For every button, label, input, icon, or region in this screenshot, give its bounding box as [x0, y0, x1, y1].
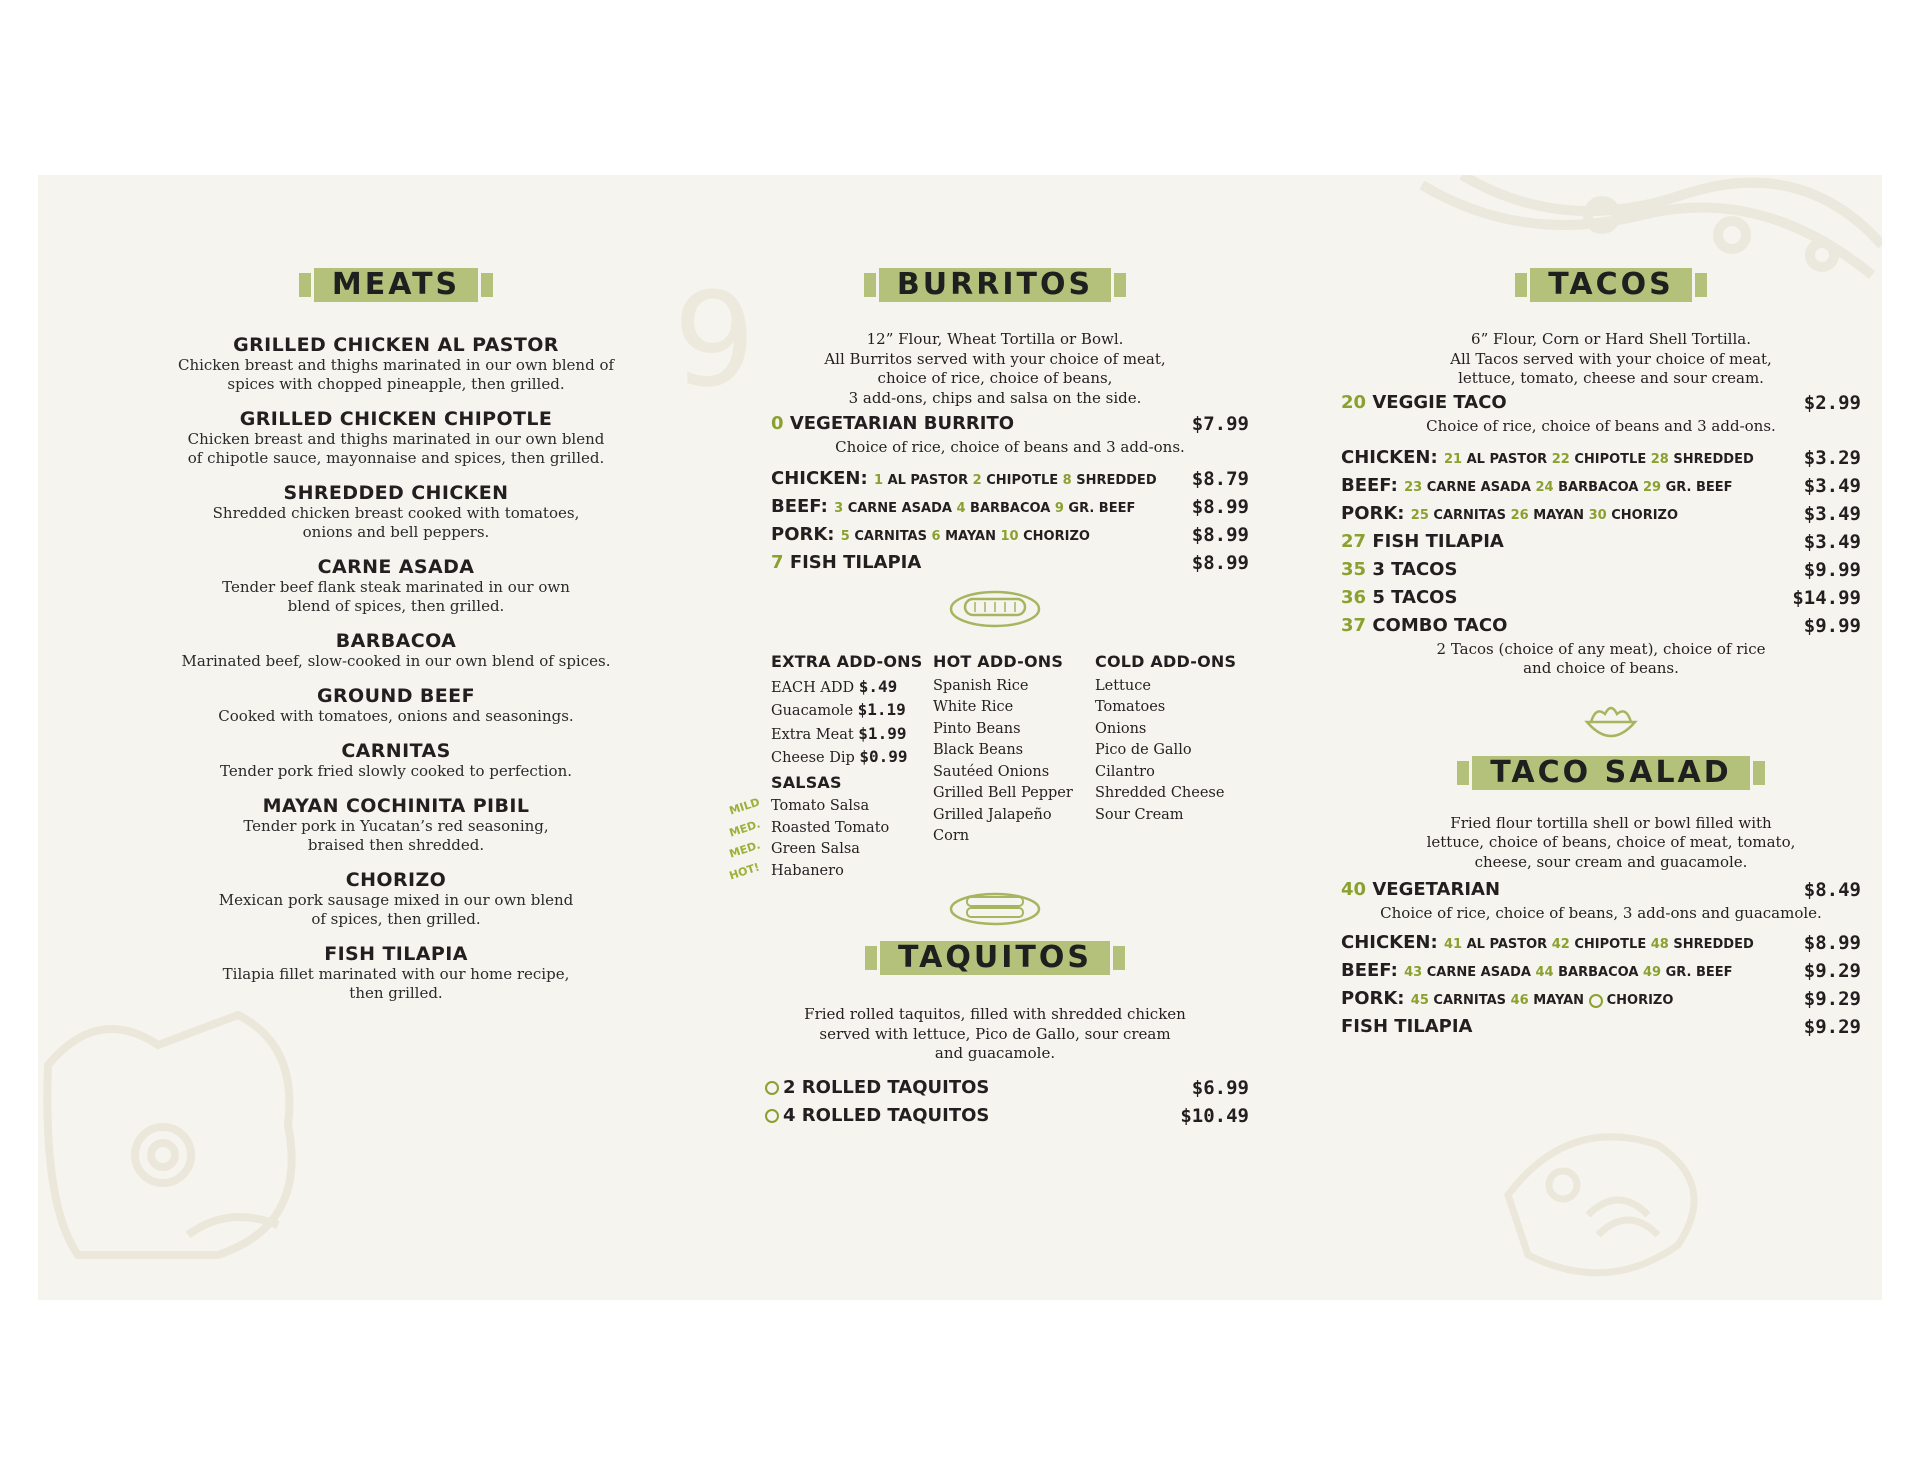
taco-5: 36 5 TACOS $14.99 [1341, 584, 1861, 612]
price: $9.29 [1803, 988, 1861, 1010]
salad-beef: BEEF: 43 CARNE ASADA 44 BARBACOA 49 GR. BEEF $9.29 [1341, 957, 1861, 985]
price: $10.49 [1180, 1104, 1249, 1127]
meat-item-desc: spices with chopped pineapple, then grilled. [227, 375, 565, 393]
meat-item-desc: Shredded chicken breast cooked with tomatoes, [212, 504, 580, 522]
taco-combo-desc-2: and choice of beans. [1523, 658, 1679, 677]
burritos-title: BURRITOS [879, 268, 1111, 302]
burritos-intro-3: choice of rice, choice of beans, [877, 369, 1113, 387]
price: $14.99 [1792, 586, 1861, 609]
addons-section [727, 651, 1265, 882]
meat-item-name: SHREDDED CHICKEN [283, 482, 509, 504]
taco-salad-bowl-icon [1581, 700, 1641, 744]
meat-item-name: GRILLED CHICKEN AL PASTOR [233, 334, 559, 356]
tacos-title: TACOS [1530, 268, 1691, 302]
addon-item: Pico de Gallo [1095, 742, 1192, 758]
burritos-section [725, 268, 1265, 1130]
price: $8.79 [1191, 468, 1249, 490]
burrito-pork: PORK: 5 CARNITAS 6 MAYAN 10 CHORIZO $8.99 [771, 521, 1249, 549]
addon-item: Spanish Rice [933, 677, 1029, 694]
extra-each-add: EACH ADD $.49 [771, 676, 898, 696]
addon-item: Pinto Beans [933, 720, 1021, 737]
bullet-icon [765, 1081, 779, 1095]
taco-veggie-desc: Choice of rice, choice of beans and 3 add-ons. [1426, 416, 1776, 435]
salad-fish: FISH TILAPIA $9.29 [1341, 1013, 1861, 1041]
price: $3.49 [1803, 474, 1861, 497]
meat-item-name: CARNE ASADA [317, 556, 475, 578]
taco-beef: BEEF: 23 CARNE ASADA 24 BARBACOA 29 GR. BEEF $3.49 [1341, 472, 1861, 500]
taquitos-2: 2 ROLLED TAQUITOS $6.99 [765, 1074, 1249, 1102]
tacos-section [1341, 268, 1881, 1041]
taco-chicken: CHICKEN: 21 AL PASTOR 22 CHIPOTLE 28 SHREDDED $3.29 [1341, 444, 1861, 472]
meat-item-desc: Marinated beef, slow-cooked in our own blend of spices. [181, 652, 611, 670]
taco-salad-intro-1: Fried flour tortilla shell or bowl filled with [1450, 813, 1772, 832]
meat-item-desc: of chipotle sauce, mayonnaise and spices, then grilled. [187, 449, 605, 467]
price: $6.99 [1191, 1076, 1249, 1099]
salsa-tomato: MILD Tomato Salsa [727, 795, 870, 818]
taco-combo: 37 COMBO TACO $9.99 [1341, 612, 1861, 640]
price: $8.99 [1191, 524, 1249, 546]
burritos-intro-4: 3 add-ons, chips and salsa on the side. [848, 388, 1142, 407]
tacos-intro-3: lettuce, tomato, cheese and sour cream. [1458, 369, 1764, 387]
price: $8.99 [1803, 932, 1861, 954]
taquitos-intro-2: served with lettuce, Pico de Gallo, sour cream [819, 1024, 1171, 1043]
meat-item-desc: Tender pork in Yucatan’s red seasoning, [243, 817, 549, 835]
meat-item-desc: Chicken breast and thighs marinated in our own blend [187, 430, 605, 448]
taco-veggie: 20 VEGGIE TACO $2.99 [1341, 389, 1861, 417]
addon-item: Sour Cream [1095, 806, 1184, 823]
addon-item: Black Beans [933, 742, 1024, 758]
addon-item: Sautéed Onions [933, 763, 1050, 780]
taco-salad-intro-2: lettuce, choice of beans, choice of meat, tomato, [1426, 833, 1796, 851]
taco-fish: 27 FISH TILAPIA $3.49 [1341, 528, 1861, 556]
menu-panel [38, 175, 1882, 1300]
price: $8.99 [1191, 552, 1249, 574]
fish-glyph-icon [1488, 1105, 1718, 1295]
bullet-icon [1589, 994, 1603, 1008]
taquitos-intro-3: and guacamole. [934, 1044, 1056, 1062]
price: $9.99 [1803, 614, 1861, 637]
addon-item: Cilantro [1095, 763, 1155, 780]
addon-item: Lettuce [1095, 677, 1151, 694]
price: $9.29 [1803, 1016, 1861, 1038]
price: $9.99 [1803, 558, 1861, 581]
addon-item: Shredded Cheese [1095, 785, 1225, 801]
meat-item-name: FISH TILAPIA [324, 943, 468, 965]
extra-cheese-dip: Cheese Dip $0.99 [771, 747, 908, 766]
meat-item-desc: blend of spices, then grilled. [287, 597, 505, 615]
bullet-icon [765, 1109, 779, 1123]
price: $9.29 [1803, 960, 1861, 982]
meat-item-desc: Mexican pork sausage mixed in our own blend [218, 891, 574, 909]
price: $3.49 [1803, 530, 1861, 553]
taquitos-4: 4 ROLLED TAQUITOS $10.49 [765, 1102, 1249, 1130]
tacos-intro-1: 6” Flour, Corn or Hard Shell Tortilla. [1471, 330, 1751, 348]
addon-item: White Rice [933, 699, 1014, 715]
meat-item-desc: Tender beef flank steak marinated in our own [222, 578, 570, 596]
meat-item-desc: Chicken breast and thighs marinated in our own blend of [177, 356, 615, 374]
meat-item-desc: Tilapia fillet marinated with our home recipe, [222, 965, 570, 983]
salad-pork: PORK: 45 CARNITAS 46 MAYAN CHORIZO $9.29 [1341, 985, 1861, 1013]
addon-item: Grilled Jalapeño [933, 806, 1052, 823]
taco-salad-intro-3: cheese, sour cream and guacamole. [1474, 852, 1748, 871]
taco-pork: PORK: 25 CARNITAS 26 MAYAN 30 CHORIZO $3.49 [1341, 500, 1861, 528]
addon-item: Onions [1095, 720, 1147, 737]
salsa-habanero: HOT! Habanero [727, 860, 844, 882]
price: $8.49 [1803, 879, 1861, 901]
salad-vegetarian-desc: Choice of rice, choice of beans, 3 add-ons and guacamole. [1380, 904, 1822, 922]
price: $8.99 [1191, 496, 1249, 518]
taco-combo-desc-1: 2 Tacos (choice of any meat), choice of rice [1436, 639, 1766, 658]
price: $7.99 [1191, 413, 1249, 435]
burrito-vegetarian: 0 VEGETARIAN BURRITO $7.99 [771, 410, 1249, 438]
price: $2.99 [1803, 391, 1861, 414]
taquitos-title: TAQUITOS [880, 941, 1110, 975]
meat-item-name: MAYAN COCHINITA PIBIL [262, 795, 530, 817]
jaguar-glyph-icon [38, 1005, 338, 1285]
salad-chicken: CHICKEN: 41 AL PASTOR 42 CHIPOTLE 48 SHREDDED $8.99 [1341, 929, 1861, 957]
burritos-intro-2: All Burritos served with your choice of meat, [824, 349, 1166, 368]
meat-item-desc: Tender pork fried slowly cooked to perfection. [219, 762, 573, 780]
burrito-plate-icon [947, 585, 1043, 629]
extra-addons: EXTRA ADD-ONS EACH ADD $.49 Guacamole $1.19 Extra Meat $1.99 Cheese Dip $0.99 SALSAS MILD Tomato Salsa MED. Roasted Tomato MED. Green Salsa HOT! Habanero [771, 651, 936, 882]
burrito-vegetarian-desc: Choice of rice, choice of beans and 3 add-ons. [835, 438, 1185, 456]
burrito-beef: BEEF: 3 CARNE ASADA 4 BARBACOA 9 GR. BEEF $8.99 [771, 493, 1249, 521]
extra-guacamole: Guacamole $1.19 [771, 700, 906, 719]
hot-addons: HOT ADD-ONS Spanish Rice White Rice Pinto Beans Black Beans Sautéed Onions Grilled Bell Pepper Grilled Jalapeño Corn [933, 651, 1093, 848]
burritos-intro-1: 12” Flour, Wheat Tortilla or Bowl. [866, 330, 1124, 348]
meat-item-name: CHORIZO [345, 869, 447, 891]
taco-3: 35 3 TACOS $9.99 [1341, 556, 1861, 584]
addon-item: Corn [933, 828, 970, 844]
taquitos-plate-icon [947, 887, 1043, 927]
salsa-roasted-tomato: MED. Roasted Tomato [727, 816, 890, 840]
tacos-intro-2: All Tacos served with your choice of meat, [1450, 349, 1772, 368]
meat-item-name: GRILLED CHICKEN CHIPOTLE [239, 408, 553, 430]
meats-list [136, 334, 656, 1003]
addon-item: Tomatoes [1095, 699, 1166, 715]
price: $3.49 [1803, 502, 1861, 525]
meat-item-name: BARBACOA [335, 630, 457, 652]
extra-meat: Extra Meat $1.99 [771, 723, 907, 743]
meat-item-name: CARNITAS [341, 740, 451, 762]
meat-item-desc: onions and bell peppers. [302, 523, 490, 541]
meats-title: MEATS [314, 268, 478, 302]
salsas-title: SALSAS [771, 772, 842, 792]
salsa-green: MED. Green Salsa [727, 838, 860, 861]
addon-item: Grilled Bell Pepper [933, 785, 1073, 801]
cold-addons: COLD ADD-ONS Lettuce Tomatoes Onions Pico de Gallo Cilantro Shredded Cheese Sour Cream [1095, 651, 1255, 826]
meat-item-desc: then grilled. [349, 984, 443, 1002]
burrito-chicken: CHICKEN: 1 AL PASTOR 2 CHIPOTLE 8 SHREDDED $8.79 [771, 465, 1249, 493]
salad-vegetarian: 40 VEGETARIAN $8.49 [1341, 876, 1861, 904]
meat-item-desc: braised then shredded. [307, 836, 485, 854]
meats-section [136, 268, 656, 1003]
taquitos-intro-1: Fried rolled taquitos, filled with shredded chicken [804, 1005, 1186, 1023]
taco-salad-title: TACO SALAD [1472, 756, 1749, 790]
meat-item-name: GROUND BEEF [317, 685, 475, 707]
price: $3.29 [1803, 446, 1861, 469]
meat-item-desc: Cooked with tomatoes, onions and seasonings. [218, 707, 574, 725]
meat-item-desc: of spices, then grilled. [311, 910, 481, 928]
svg-text:9: 9 [673, 275, 756, 405]
burrito-fish: 7 FISH TILAPIA $8.99 [771, 549, 1249, 577]
